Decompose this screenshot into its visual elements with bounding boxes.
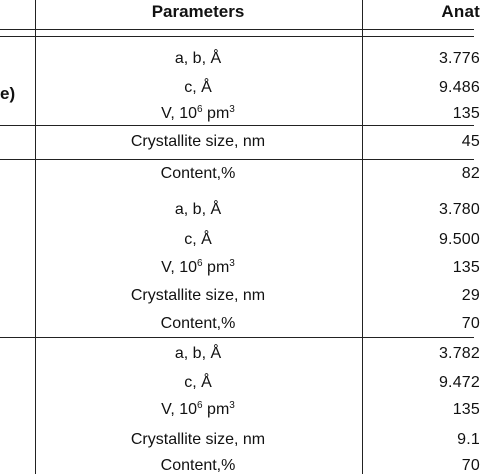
param-text: V, 10 xyxy=(161,401,198,418)
param-text: pm xyxy=(202,401,230,418)
param-superscript: 6 xyxy=(197,258,203,269)
param-superscript: 3 xyxy=(229,258,235,269)
param-cell xyxy=(34,402,362,420)
param-cell: Content,% xyxy=(160,165,236,182)
param-cell: a, b, Å xyxy=(174,201,222,218)
value-cell: 9.472 xyxy=(438,374,480,391)
header-rule-1 xyxy=(0,29,474,30)
param-superscript: 3 xyxy=(229,104,235,115)
param-cell xyxy=(34,260,362,278)
param-cell: Crystallite size, nm xyxy=(130,133,266,150)
value-cell: 3.780 xyxy=(438,201,480,218)
param-text: pm xyxy=(202,105,230,122)
value-cell: 135 xyxy=(452,259,480,276)
param-cell: Crystallite size, nm xyxy=(130,287,266,304)
table-column-divider xyxy=(362,0,363,474)
param-cell: Content,% xyxy=(160,457,236,474)
param-text: V, 10 xyxy=(161,259,198,276)
param-superscript: 3 xyxy=(229,400,235,411)
param-superscript: 6 xyxy=(197,400,203,411)
value-cell: 9.1 xyxy=(457,431,480,448)
param-cell: Crystallite size, nm xyxy=(130,431,266,448)
param-cell: a, b, Å xyxy=(174,50,222,67)
value-cell: 9.500 xyxy=(438,231,480,248)
value-cell: 70 xyxy=(461,457,480,474)
value-cell: 3.776 xyxy=(438,50,480,67)
param-cell: c, Å xyxy=(184,79,212,96)
value-cell: 135 xyxy=(452,401,480,418)
group-divider xyxy=(0,159,474,160)
value-cell: 29 xyxy=(461,287,480,304)
param-text: pm xyxy=(202,259,230,276)
param-cell xyxy=(34,106,362,124)
header-anatase: Anat xyxy=(441,2,480,21)
header-rule-2 xyxy=(0,36,474,37)
param-cell: c, Å xyxy=(184,231,212,248)
value-cell: 45 xyxy=(461,133,480,150)
value-cell: 3.782 xyxy=(438,345,480,362)
param-cell: Content,% xyxy=(160,315,236,332)
param-cell: a, b, Å xyxy=(174,345,222,362)
value-cell: 9.486 xyxy=(438,79,480,96)
value-cell: 82 xyxy=(461,165,480,182)
value-cell: 135 xyxy=(452,105,480,122)
value-cell: 70 xyxy=(461,315,480,332)
group-divider xyxy=(0,337,474,338)
param-superscript: 6 xyxy=(197,104,203,115)
param-text: V, 10 xyxy=(161,105,198,122)
param-cell: c, Å xyxy=(184,374,212,391)
row-divider xyxy=(0,125,474,126)
header-parameters: Parameters xyxy=(151,2,245,21)
sample-label-fragment: e) xyxy=(0,84,16,103)
